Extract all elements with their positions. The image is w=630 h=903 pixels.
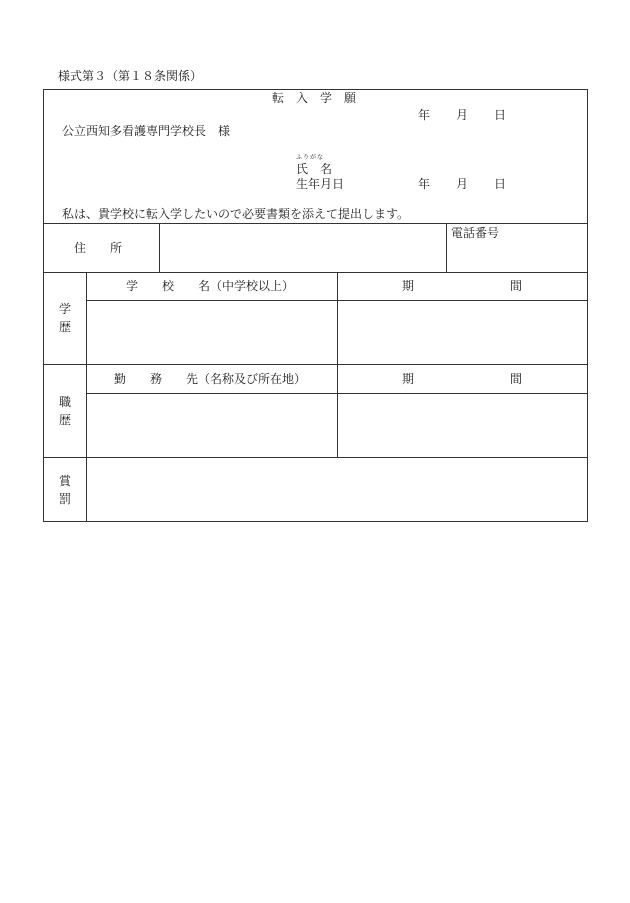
divider (159, 223, 160, 272)
address-field[interactable] (161, 225, 444, 271)
employment-period-header: 期 間 (402, 372, 523, 386)
education-period-header: 期 間 (402, 279, 523, 293)
divider (86, 272, 87, 522)
employment-period-field[interactable] (339, 395, 586, 455)
birth-month-label: 月 (456, 177, 469, 191)
divider (43, 457, 588, 458)
date-month-label: 月 (456, 108, 469, 122)
education-school-header: 学 校 名（中学校以上） (126, 279, 295, 293)
phone-label: 電話番号 (451, 226, 500, 240)
education-label: 学歴 (58, 302, 71, 334)
statement: 私は、貴学校に転入学したいので必要書類を添えて提出します。 (62, 207, 410, 221)
divider (337, 364, 338, 457)
awards-label: 賞罰 (58, 474, 71, 506)
addressee: 公立西知多看護専門学校長 様 (62, 124, 231, 138)
employment-label: 職歴 (58, 395, 71, 427)
education-school-field[interactable] (88, 302, 335, 362)
awards-field[interactable] (88, 459, 586, 520)
form-title: 転 入 学 願 (272, 91, 357, 105)
employment-workplace-header: 勤 務 先（名称及び所在地） (114, 372, 307, 386)
birth-label: 生年月日 (296, 177, 345, 191)
date-year-label: 年 (418, 108, 431, 122)
employment-workplace-field[interactable] (88, 395, 335, 455)
birth-day-label: 日 (494, 177, 507, 191)
phone-field[interactable] (448, 242, 586, 271)
name-ruby: ふりがな (296, 154, 325, 161)
divider (446, 223, 447, 272)
divider (43, 364, 588, 365)
form-label: 様式第３（第１８条関係） (58, 69, 203, 83)
date-day-label: 日 (494, 108, 507, 122)
birth-year-label: 年 (418, 177, 431, 191)
divider (43, 272, 588, 273)
address-label: 住 所 (74, 241, 123, 255)
education-period-field[interactable] (339, 302, 586, 362)
name-label: 氏 名 (296, 162, 333, 176)
divider (337, 272, 338, 364)
divider (43, 223, 588, 224)
